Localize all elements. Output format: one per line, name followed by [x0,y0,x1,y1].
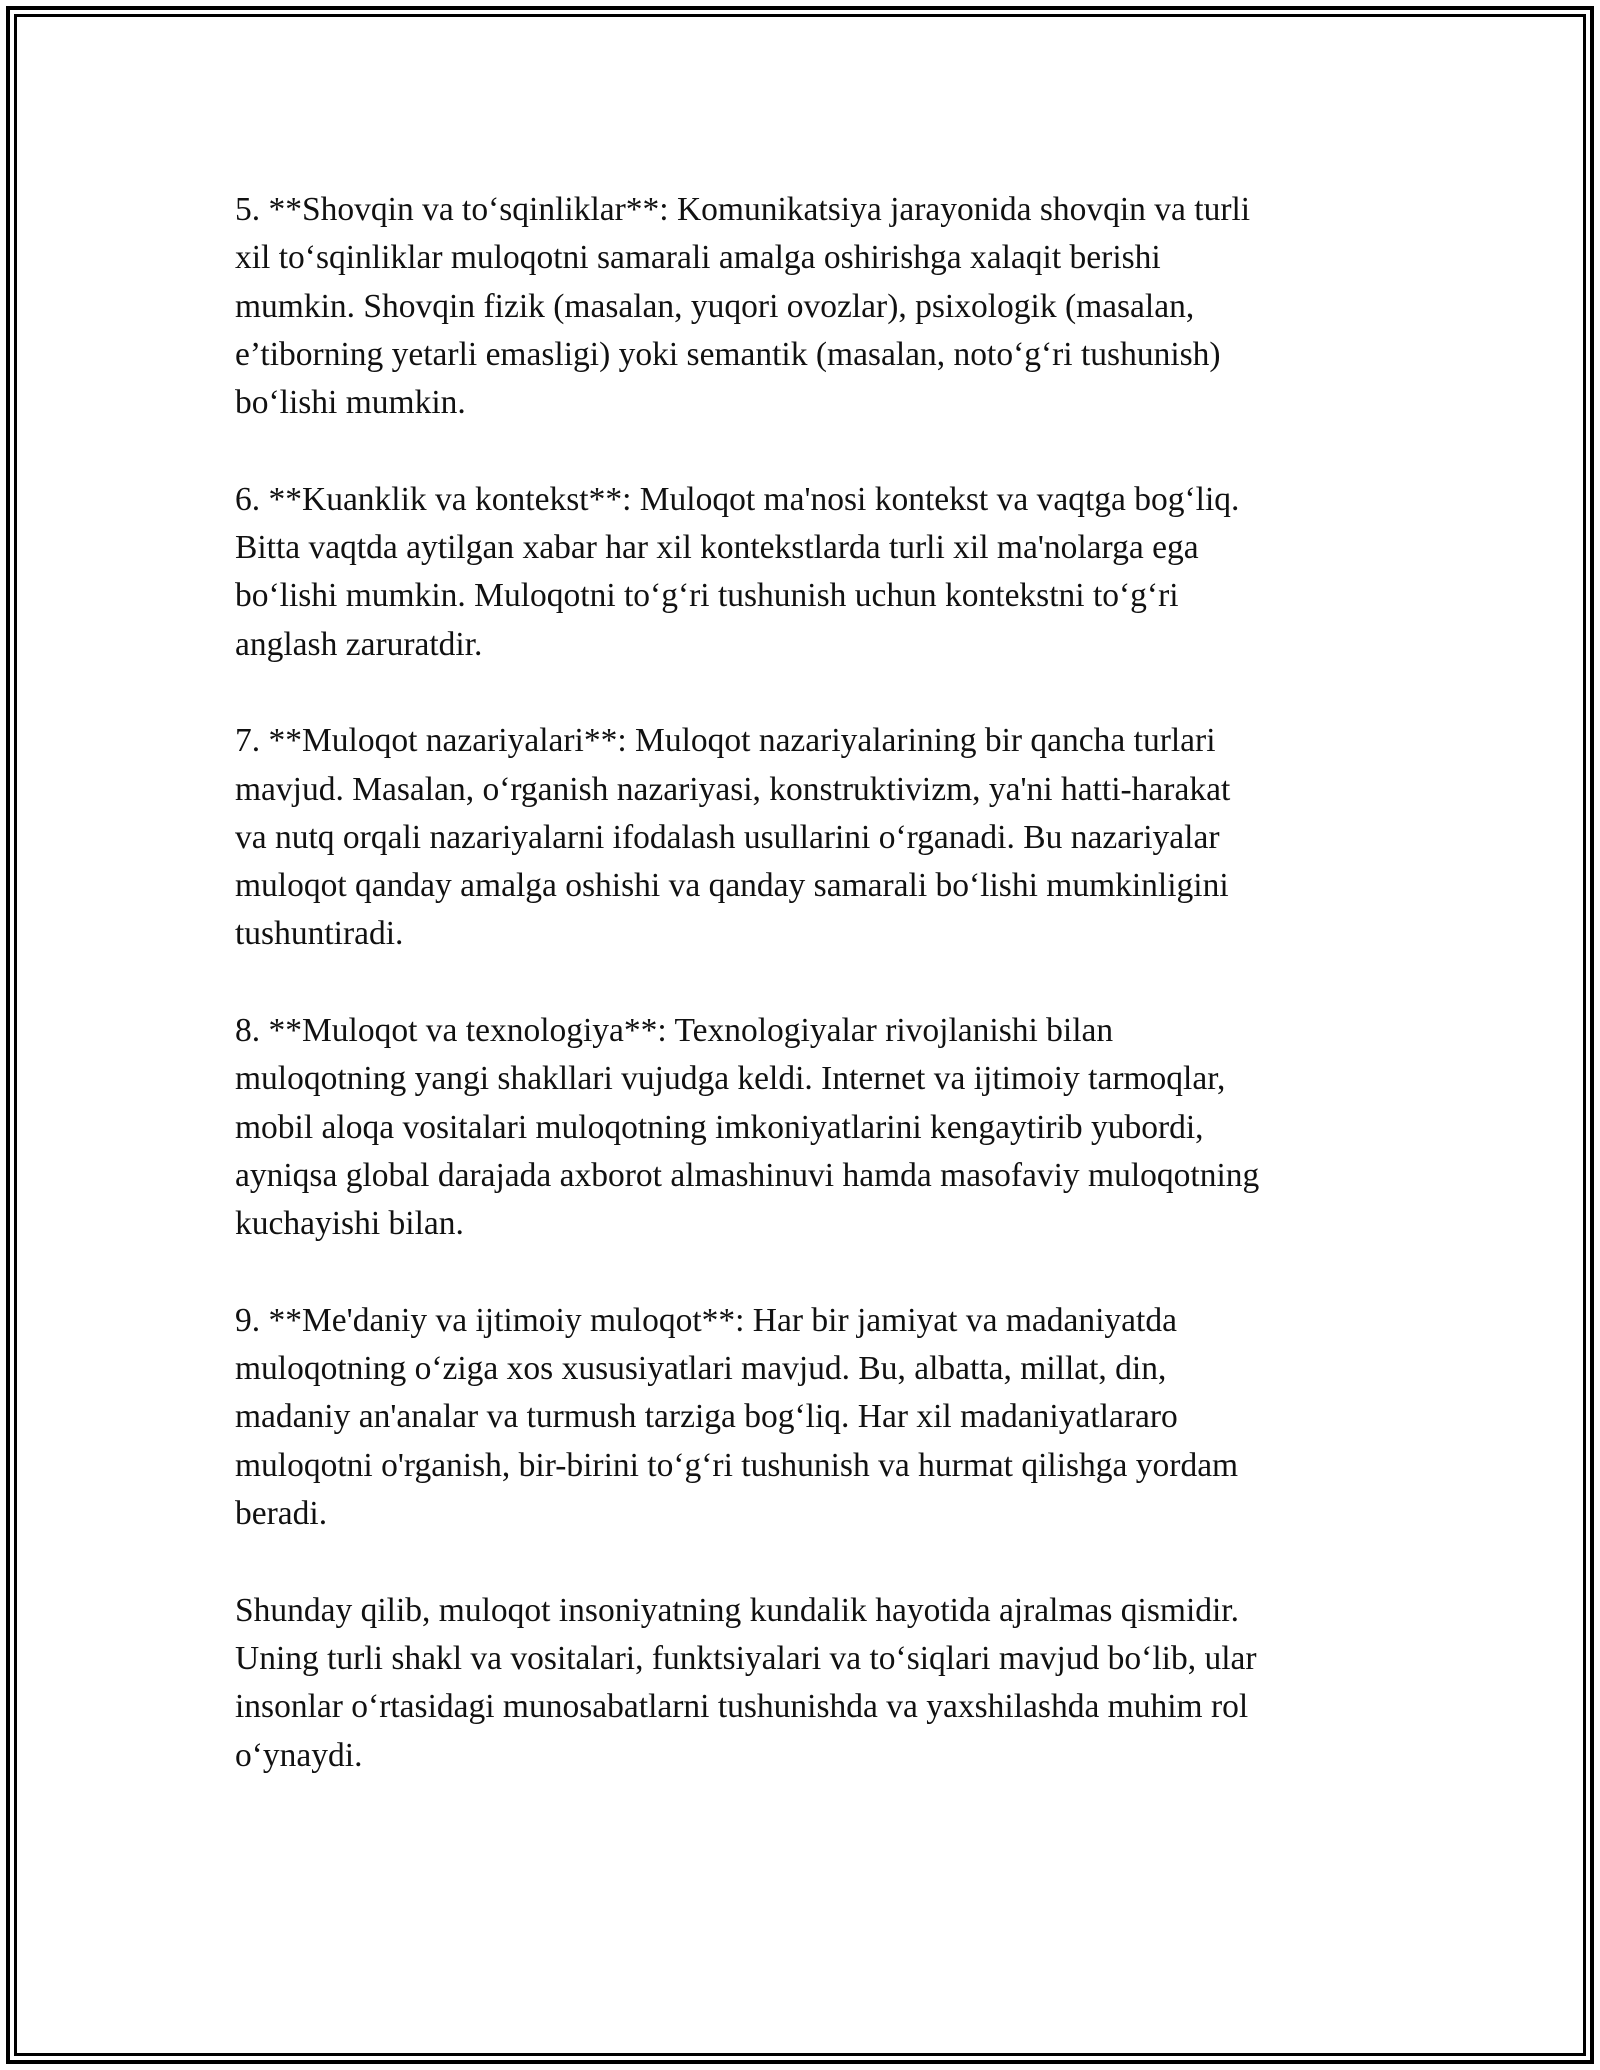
text-line: mobil aloqa vositalari muloqotning imkoniyatlarini kengaytirib yubordi, [235,1108,1204,1146]
text-line: 5. **Shovqin va to‘sqinliklar**: Komunikatsiya jarayonida shovqin va turli [235,191,1251,228]
paragraph-theories [235,717,1365,958]
paragraph-conclusion [235,1587,1365,1780]
paragraph-noise-barriers [235,186,1365,427]
paragraph-context [235,476,1365,669]
text-line: anglash zaruratdir. [235,625,483,663]
paragraph-cultural [235,1297,1365,1538]
text-line: mavjud. Masalan, o‘rganish nazariyasi, konstruktivizm, ya'ni hatti-harakat [235,770,1231,808]
text-line: ayniqsa global darajada axborot almashinuvi hamda masofaviy muloqotning [235,1156,1260,1194]
text-line: bo‘lishi mumkin. [235,384,466,422]
text-line: madaniy an'analar va turmush tarziga bog‘liq. Har xil madaniyatlararo [235,1398,1178,1436]
text-line: o‘ynaydi. [235,1736,363,1774]
text-line: Bitta vaqtda aytilgan xabar har xil kontekstlarda turli xil ma'nolarga ega [235,529,1199,567]
text-line: tushuntiradi. [235,915,404,953]
document-body [235,186,1365,1828]
text-line: Uning turli shakl va vositalari, funktsiyalari va to‘siqlari mavjud bo‘lib, ular [235,1639,1257,1677]
text-line: xil to‘sqinliklar muloqotni samarali amalga oshirishga xalaqit berishi [235,239,1161,277]
text-line: mumkin. Shovqin fizik (masalan, yuqori ovozlar), psixologik (masalan, [235,287,1195,325]
paragraph-technology [235,1007,1365,1248]
text-line: Shunday qilib, muloqot insoniyatning kundalik hayotida ajralmas qismidir. [235,1591,1239,1629]
text-line: beradi. [235,1495,328,1533]
text-line: 7. **Muloqot nazariyalari**: Muloqot nazariyalarining bir qancha turlari [235,722,1216,760]
text-line: va nutq orqali nazariyalarni ifodalash usullarini o‘rganadi. Bu nazariyalar [235,818,1220,856]
text-line: bo‘lishi mumkin. Muloqotni to‘g‘ri tushunish uchun kontekstni to‘g‘ri [235,577,1179,615]
text-line: 9. **Me'daniy va ijtimoiy muloqot**: Har bir jamiyat va madaniyatda [235,1301,1177,1339]
text-line: muloqotning o‘ziga xos xususiyatlari mavjud. Bu, albatta, millat, din, [235,1350,1167,1388]
text-line: insonlar o‘rtasidagi munosabatlarni tushunishda va yaxshilashda muhim rol [235,1688,1249,1726]
text-line: kuchayishi bilan. [235,1205,464,1243]
text-line: muloqotning yangi shakllari vujudga keldi. Internet va ijtimoiy tarmoqlar, [235,1060,1226,1098]
text-line: muloqotni o'rganish, bir-birini to‘g‘ri tushunish va hurmat qilishga yordam [235,1446,1239,1484]
text-line: 6. **Kuanklik va kontekst**: Muloqot ma'nosi kontekst va vaqtga bog‘liq. [235,480,1240,518]
text-line: 8. **Muloqot va texnologiya**: Texnologiyalar rivojlanishi bilan [235,1012,1114,1050]
text-line: muloqot qanday amalga oshishi va qanday samarali bo‘lishi mumkinligini [235,867,1229,905]
text-line: e’tiborning yetarli emasligi) yoki semantik (masalan, noto‘g‘ri tushunish) [235,335,1221,373]
